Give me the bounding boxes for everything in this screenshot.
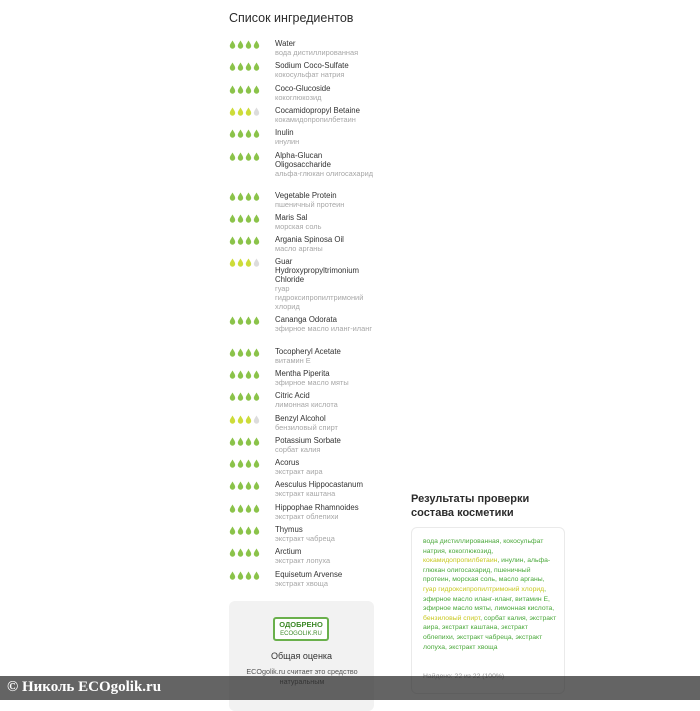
drop-icon bbox=[229, 370, 236, 379]
result-ingredient: кокоглюкозид bbox=[448, 547, 492, 555]
drop-icon bbox=[253, 437, 260, 446]
drop-icon bbox=[253, 129, 260, 138]
ingredient-name: Aesculus Hippocastanum bbox=[275, 480, 363, 489]
drop-icon bbox=[237, 214, 244, 223]
drop-icon bbox=[245, 348, 252, 357]
ingredient-name-ru: витамин Е bbox=[275, 356, 311, 365]
rating-drops bbox=[229, 152, 263, 161]
drop-icon bbox=[237, 481, 244, 490]
drop-icon bbox=[253, 152, 260, 161]
drop-icon bbox=[237, 504, 244, 513]
ingredient-name-ru: экстракт чабреца bbox=[275, 534, 335, 543]
drop-icon bbox=[229, 348, 236, 357]
drop-icon bbox=[253, 370, 260, 379]
drop-icon bbox=[253, 214, 260, 223]
drop-icon bbox=[245, 392, 252, 401]
ingredient-name: Water bbox=[275, 39, 296, 48]
rating-drops bbox=[229, 258, 263, 267]
ingredient-name: Mentha Piperita bbox=[275, 369, 330, 378]
drop-icon bbox=[229, 316, 236, 325]
result-ingredient: эфирное масло иланг-иланг bbox=[423, 595, 512, 603]
ingredient-row bbox=[229, 503, 379, 521]
rating-drops bbox=[229, 236, 263, 245]
ingredient-name: Vegetable Protein bbox=[275, 191, 337, 200]
ingredient-row bbox=[229, 369, 379, 387]
ingredient-name: Argania Spinosa Oil bbox=[275, 235, 344, 244]
ingredient-name: Hippophae Rhamnoides bbox=[275, 503, 359, 512]
drop-icon bbox=[245, 571, 252, 580]
drop-icon bbox=[237, 571, 244, 580]
watermark-bar bbox=[0, 676, 700, 700]
result-ingredient: кокосульфат натрия bbox=[423, 538, 544, 555]
rating-drops bbox=[229, 415, 263, 424]
rating-drops bbox=[229, 437, 263, 446]
drop-icon bbox=[237, 392, 244, 401]
drop-icon bbox=[237, 192, 244, 201]
result-ingredient: гуар гидроксипропилтримоний хлорид bbox=[423, 585, 545, 593]
drop-icon bbox=[237, 348, 244, 357]
drop-icon bbox=[229, 526, 236, 535]
ingredient-name: Benzyl Alcohol bbox=[275, 414, 326, 423]
drop-icon bbox=[229, 107, 236, 116]
drop-icon bbox=[229, 152, 236, 161]
rating-drops bbox=[229, 85, 263, 94]
drop-icon bbox=[245, 526, 252, 535]
ingredient-name-ru: пшеничный протеин bbox=[275, 200, 345, 209]
drop-icon bbox=[229, 62, 236, 71]
ingredient-name: Equisetum Arvense bbox=[275, 570, 343, 579]
drop-icon bbox=[237, 62, 244, 71]
drop-icon bbox=[253, 548, 260, 557]
drop-icon bbox=[237, 152, 244, 161]
ingredient-row bbox=[229, 191, 379, 209]
drop-icon bbox=[245, 548, 252, 557]
ingredient-row bbox=[229, 213, 379, 231]
approved-badge-title: ОДОБРЕНО bbox=[279, 620, 323, 629]
ingredient-name-ru: гуар гидроксипропилтримоний хлорид bbox=[275, 284, 364, 311]
ingredient-row bbox=[229, 128, 379, 146]
drop-icon bbox=[253, 459, 260, 468]
results-ingredient-list: вода дистиллированная, кокосульфат натрия, кокоглюкозид, кокамидопропилбетаин, инулин, альфа-глюкан олигосахарид, пшеничный протеин, морская соль, масло арганы, гуар гидроксипропилтримоний хлорид, эфирное масло иланг-иланг, витамин Е, эфирное масло мяты, лимонная кислота, бензиловый спирт, сорбат калия, экстракт аира, экстракт каштана, экстракт облепихи, экстракт чабреца, экстракт лопуха, экстракт хвоща bbox=[423, 538, 557, 651]
rating-drops bbox=[229, 504, 263, 513]
ingredient-name: Thymus bbox=[275, 525, 303, 534]
drop-icon bbox=[245, 459, 252, 468]
results-card bbox=[411, 527, 565, 694]
ingredient-name: Acorus bbox=[275, 458, 300, 467]
ingredient-row bbox=[229, 315, 379, 333]
rating-drops bbox=[229, 571, 263, 580]
ingredient-name: Cananga Odorata bbox=[275, 315, 337, 324]
drop-icon bbox=[237, 129, 244, 138]
ingredient-name: Sodium Coco-Sulfate bbox=[275, 61, 349, 70]
rating-drops bbox=[229, 316, 263, 325]
drop-icon bbox=[245, 40, 252, 49]
drop-icon bbox=[237, 526, 244, 535]
ingredient-name-ru: кокосульфат натрия bbox=[275, 70, 345, 79]
ingredient-name-ru: морская соль bbox=[275, 222, 322, 231]
results-title: Результаты проверки состава косметики bbox=[411, 493, 530, 519]
drop-icon bbox=[253, 85, 260, 94]
result-ingredient: экстракт аира bbox=[423, 614, 557, 632]
drop-icon bbox=[229, 437, 236, 446]
ingredient-row bbox=[229, 347, 379, 365]
drop-icon bbox=[237, 258, 244, 267]
ingredient-name-ru: вода дистиллированная bbox=[275, 48, 359, 57]
ingredient-name: Maris Sal bbox=[275, 213, 308, 222]
drop-icon bbox=[237, 107, 244, 116]
rating-drops bbox=[229, 214, 263, 223]
drop-icon bbox=[253, 392, 260, 401]
drop-icon bbox=[245, 192, 252, 201]
drop-icon bbox=[253, 316, 260, 325]
result-ingredient: инулин bbox=[501, 557, 524, 565]
ingredient-row bbox=[229, 106, 379, 124]
overall-rating-label: Общая оценка bbox=[270, 651, 333, 661]
drop-icon bbox=[253, 348, 260, 357]
result-ingredient: экстракт каштана bbox=[441, 624, 498, 632]
result-ingredient: бензиловый спирт bbox=[423, 614, 481, 622]
ingredient-row bbox=[229, 235, 379, 253]
result-ingredient: экстракт хвоща bbox=[448, 643, 498, 651]
ingredient-row bbox=[229, 39, 379, 57]
drop-icon bbox=[253, 526, 260, 535]
ingredient-name: Coco-Glucoside bbox=[275, 84, 331, 93]
drop-icon bbox=[253, 62, 260, 71]
result-ingredient: витамин Е bbox=[515, 595, 549, 603]
drop-icon bbox=[245, 258, 252, 267]
drop-icon bbox=[245, 85, 252, 94]
drop-icon bbox=[237, 40, 244, 49]
ingredient-name-ru: масло арганы bbox=[275, 244, 323, 253]
drop-icon bbox=[229, 392, 236, 401]
drop-icon bbox=[237, 236, 244, 245]
ingredient-name-ru: лимонная кислота bbox=[275, 400, 338, 409]
drop-icon bbox=[237, 548, 244, 557]
ingredient-row bbox=[229, 525, 379, 543]
drop-icon bbox=[237, 316, 244, 325]
ingredient-row bbox=[229, 480, 379, 498]
rating-drops bbox=[229, 481, 263, 490]
ingredient-row bbox=[229, 257, 379, 311]
drop-icon bbox=[237, 437, 244, 446]
drop-icon bbox=[229, 481, 236, 490]
ingredient-row bbox=[229, 547, 379, 565]
ingredient-name: Alpha-Glucan Oligosaccharide bbox=[275, 151, 331, 169]
watermark-text: © Николь ECOgolik.ru bbox=[7, 679, 162, 695]
drop-icon bbox=[245, 316, 252, 325]
ingredient-row bbox=[229, 84, 379, 102]
result-ingredient: масло арганы bbox=[498, 576, 543, 584]
rating-drops bbox=[229, 107, 263, 116]
rating-drops bbox=[229, 526, 263, 535]
ingredient-name-ru: эфирное масло мяты bbox=[275, 378, 349, 387]
ingredient-name: Arctium bbox=[275, 547, 302, 556]
drop-icon bbox=[229, 236, 236, 245]
ingredient-name-ru: инулин bbox=[275, 137, 300, 146]
drop-icon bbox=[229, 214, 236, 223]
ingredient-row bbox=[229, 414, 379, 432]
rating-drops bbox=[229, 348, 263, 357]
result-ingredient: экстракт чабреца bbox=[456, 633, 512, 641]
drop-icon bbox=[245, 214, 252, 223]
drop-icon bbox=[237, 415, 244, 424]
result-ingredient: морская соль bbox=[452, 576, 495, 584]
ingredient-row bbox=[229, 570, 379, 588]
rating-drops bbox=[229, 129, 263, 138]
overall-rating-description: ECOgolik.ru считает это средство bbox=[246, 667, 358, 676]
drop-icon bbox=[245, 236, 252, 245]
result-ingredient: альфа-глюкан олигосахарид bbox=[423, 557, 551, 574]
ingredient-name-ru: эфирное масло иланг-иланг bbox=[275, 324, 373, 333]
ingredient-name-ru: альфа-глюкан олигосахарид bbox=[275, 169, 374, 178]
result-ingredient: вода дистиллированная bbox=[423, 538, 500, 545]
ingredient-name-ru: экстракт аира bbox=[275, 467, 323, 476]
drop-icon bbox=[253, 236, 260, 245]
drop-icon bbox=[253, 40, 260, 49]
result-ingredient: экстракт лопуха bbox=[423, 633, 543, 651]
drop-icon bbox=[253, 107, 260, 116]
ingredient-name: Cocamidopropyl Betaine bbox=[275, 106, 360, 115]
ingredient-name: Guar Hydroxypropyltrimonium Chloride bbox=[275, 257, 360, 284]
rating-drops bbox=[229, 370, 263, 379]
rating-drops bbox=[229, 548, 263, 557]
result-ingredient: кокамидопропилбетаин bbox=[423, 557, 498, 565]
rating-drops bbox=[229, 459, 263, 468]
ingredient-name-ru: кокамидопропилбетаин bbox=[275, 115, 356, 124]
ingredient-name-ru: экстракт хвоща bbox=[275, 579, 328, 588]
ingredient-name: Tocopheryl Acetate bbox=[275, 347, 341, 356]
ingredient-row bbox=[229, 151, 379, 178]
drop-icon bbox=[253, 504, 260, 513]
rating-drops bbox=[229, 62, 263, 71]
ingredients-list-title: Список ингредиентов bbox=[229, 11, 354, 25]
drop-icon bbox=[229, 258, 236, 267]
drop-icon bbox=[245, 152, 252, 161]
ingredient-name-ru: кокоглюкозид bbox=[275, 93, 322, 102]
drop-icon bbox=[229, 129, 236, 138]
result-ingredient: лимонная кислота bbox=[494, 605, 553, 613]
drop-icon bbox=[229, 459, 236, 468]
result-ingredient: сорбат калия bbox=[483, 614, 526, 622]
drop-icon bbox=[245, 370, 252, 379]
drop-icon bbox=[245, 62, 252, 71]
ingredient-row bbox=[229, 391, 379, 409]
drop-icon bbox=[229, 85, 236, 94]
approved-badge bbox=[273, 617, 329, 641]
drop-icon bbox=[253, 571, 260, 580]
drop-icon bbox=[245, 107, 252, 116]
drop-icon bbox=[245, 129, 252, 138]
rating-drops bbox=[229, 392, 263, 401]
drop-icon bbox=[237, 459, 244, 468]
ingredient-row bbox=[229, 458, 379, 476]
drop-icon bbox=[253, 415, 260, 424]
drop-icon bbox=[253, 192, 260, 201]
drop-icon bbox=[229, 548, 236, 557]
ingredient-name-ru: сорбат калия bbox=[275, 445, 321, 454]
drop-icon bbox=[229, 415, 236, 424]
drop-icon bbox=[245, 415, 252, 424]
ingredient-name: Inulin bbox=[275, 128, 294, 137]
ingredient-name-ru: бензиловый спирт bbox=[275, 423, 338, 432]
drop-icon bbox=[229, 571, 236, 580]
drop-icon bbox=[245, 437, 252, 446]
result-ingredient: пшеничный протеин bbox=[423, 566, 531, 584]
rating-drops bbox=[229, 40, 263, 49]
result-ingredient: экстракт облепихи bbox=[423, 624, 528, 641]
drop-icon bbox=[229, 192, 236, 201]
drop-icon bbox=[237, 370, 244, 379]
ingredient-name-ru: экстракт облепихи bbox=[275, 512, 339, 521]
ingredient-row bbox=[229, 61, 379, 79]
drop-icon bbox=[245, 504, 252, 513]
drop-icon bbox=[229, 504, 236, 513]
drop-icon bbox=[229, 40, 236, 49]
ingredient-name-ru: экстракт лопуха bbox=[275, 556, 331, 565]
drop-icon bbox=[237, 85, 244, 94]
approved-badge-site: ECOGOLIK.RU bbox=[280, 631, 322, 637]
drop-icon bbox=[253, 481, 260, 490]
ingredient-name: Citric Acid bbox=[275, 391, 310, 400]
ingredient-name-ru: экстракт каштана bbox=[275, 489, 336, 498]
ingredient-name: Potassium Sorbate bbox=[275, 436, 341, 445]
rating-drops bbox=[229, 192, 263, 201]
drop-icon bbox=[253, 258, 260, 267]
drop-icon bbox=[245, 481, 252, 490]
ingredient-row bbox=[229, 436, 379, 454]
result-ingredient: эфирное масло мяты bbox=[423, 605, 491, 613]
